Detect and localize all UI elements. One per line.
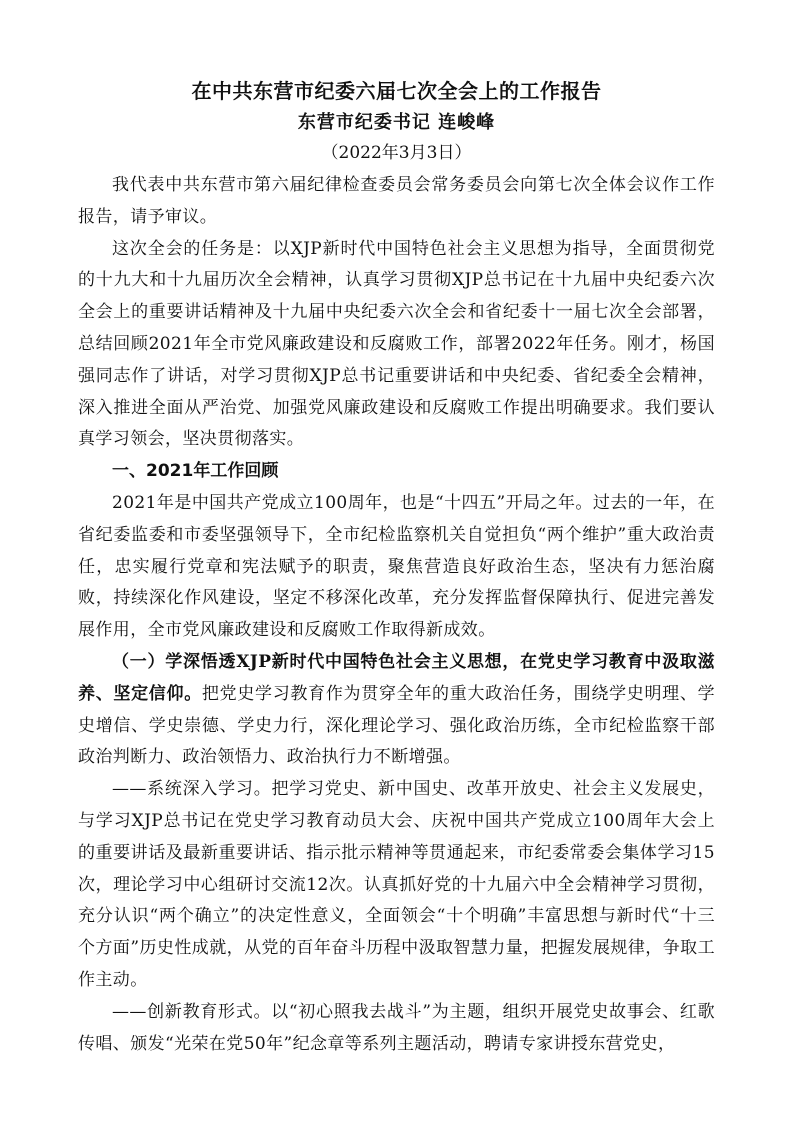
section-heading: 一、2021年工作回顾: [112, 461, 279, 482]
report-date: （2022年3月3日）: [321, 143, 472, 163]
item-paragraph-study: ——系统深入学习。把学习党史、新中国史、改革开放史、社会主义发展史，与学习XJP总书记在党史学习教育动员大会、庆祝中国共产党成立100周年大会上的重要讲话及最新重要讲话、指示批示精神等贯通起来，市纪委常委会集体学习15次，理论学习中心组研讨交流12次。认真抓好党的十九届六中全会精神学习贯彻，充分认识“两个确立”的决定性意义，全面领会“十个明确”丰富思想与新时代“十三个方面”历史性成就，从党的百年奋斗历程中汲取智慧力量，把握发展规律，争取工作主动。: [78, 779, 715, 990]
subsection-text: 把党史学习教育作为贯穿全年的重大政治任务，围绕学史明理、学史增信、学史崇德、学史力行，深化理论学习、强化政治历练，全市纪检监察干部政治判断力、政治领悟力、政治执行力不断增强。: [78, 683, 715, 768]
task-paragraph: 这次全会的任务是：以XJP新时代中国特色社会主义思想为指导，全面贯彻党的十九大和十九届历次全会精神，认真学习贯彻XJP总书记在十九届中央纪委六次全会上的重要讲话精神及十九届中央纪委六次全会和省纪委十一届七次全会部署，总结回顾2021年全市党风廉政建设和反腐败工作，部署2022年任务。刚才，杨国强同志作了讲话，对学习贯彻XJP总书记重要讲话和中央纪委、省纪委全会精神，深入推进全面从严治党、加强党风廉政建设和反腐败工作提出明确要求。我们要认真学习领会，坚决贯彻落实。: [78, 238, 715, 450]
report-author: 东营市纪委书记 连峻峰: [297, 112, 496, 133]
item-paragraph-education: ——创新教育形式。以“初心照我去战斗”为主题，组织开展党史故事会、红歌传唱、颁发“光荣在党50年”纪念章等系列主题活动，聘请专家讲授东营党史，: [78, 1001, 715, 1054]
subsection-paragraph: [78, 647, 715, 774]
section-paragraph: 2021年是中国共产党成立100周年，也是“十四五”开局之年。过去的一年，在省纪委监委和市委坚强领导下，全市纪检监察机关自觉担负“两个维护”重大政治责任，忠实履行党章和宪法赋予的职责，聚焦营造良好政治生态，坚决有力惩治腐败，持续深化作风建设，坚定不移深化改革，充分发挥监督保障执行、促进完善发展作用，全市党风廉政建设和反腐败工作取得新成效。: [78, 492, 715, 641]
intro-paragraph: 我代表中共东营市第六届纪律检查委员会常务委员会向第七次全体会议作工作报告，请予审议。: [78, 175, 715, 227]
report-title: 在中共东营市纪委六届七次全会上的工作报告: [191, 79, 602, 103]
subsection-lead: （一）学深悟透XJP新时代中国特色社会主义思想，在党史学习教育中汲取滋养、坚定信仰。: [78, 651, 715, 704]
